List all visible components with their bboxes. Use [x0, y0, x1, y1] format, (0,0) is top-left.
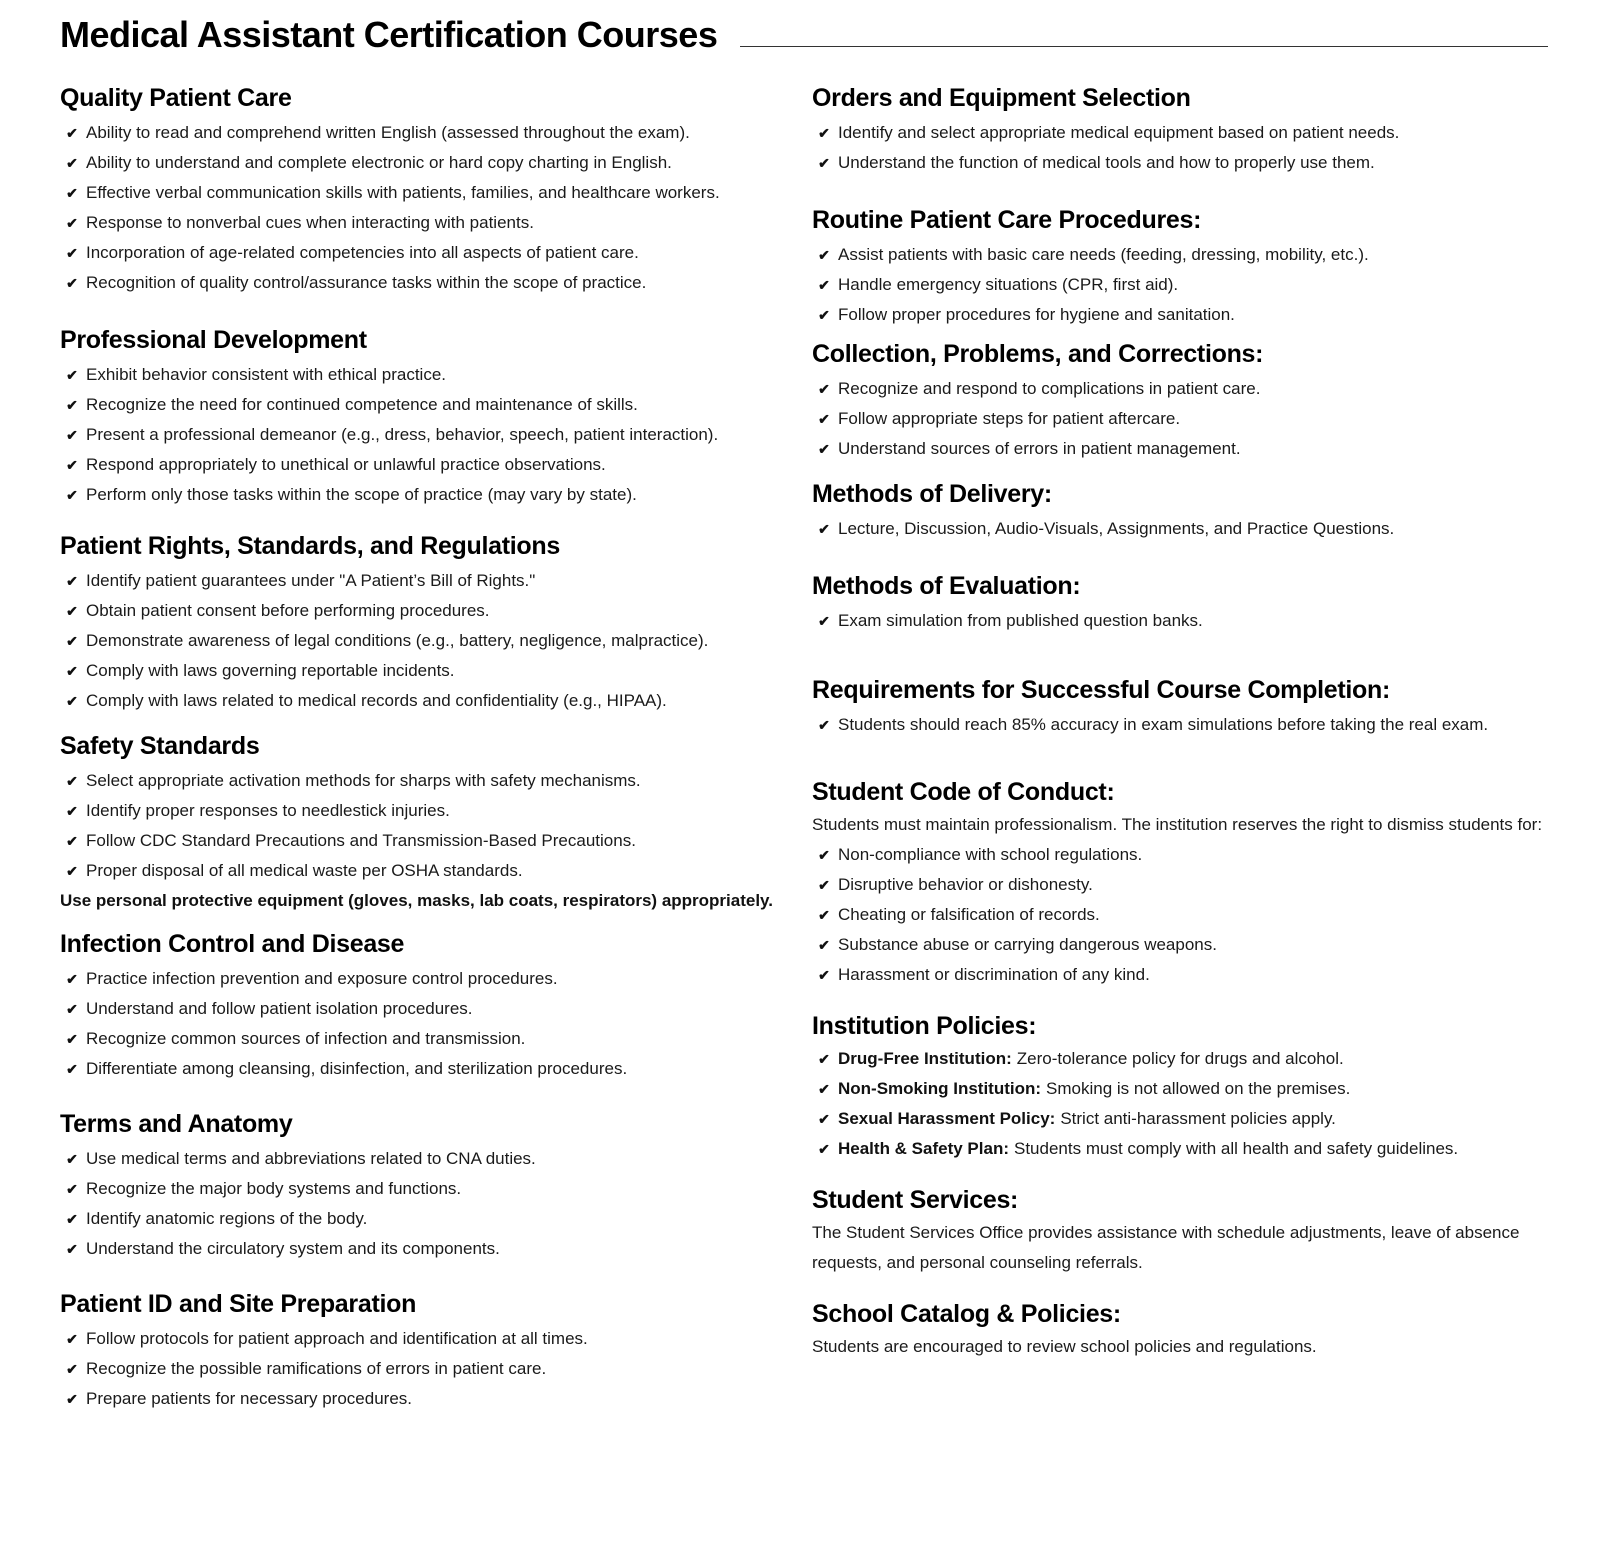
checklist-item	[60, 1204, 780, 1234]
item-text: Recognize the possible ramifications of errors in patient care.	[86, 1359, 547, 1378]
policy-list	[812, 1044, 1572, 1164]
policy-item-non-smoking	[812, 1074, 1572, 1104]
checklist-item	[60, 994, 780, 1024]
item-text: Practice infection prevention and exposure control procedures.	[86, 969, 558, 988]
checklist	[812, 118, 1572, 178]
check-icon: ✔	[66, 397, 78, 413]
section-heading: Routine Patient Care Procedures:	[812, 206, 1202, 234]
section-heading: Terms and Anatomy	[60, 1110, 293, 1138]
section-infection-control	[60, 924, 780, 1084]
item-text: Recognize and respond to complications in patient care.	[838, 379, 1261, 398]
checklist-item	[812, 930, 1572, 960]
checklist-item	[60, 1324, 780, 1354]
item-text: Follow protocols for patient approach and identification at all times.	[86, 1329, 588, 1348]
ppe-note: Use personal protective equipment (gloves, masks, lab coats, respirators) appropriately.	[60, 891, 773, 910]
item-text: Understand and follow patient isolation procedures.	[86, 999, 473, 1018]
check-icon: ✔	[66, 275, 78, 291]
page-title: Medical Assistant Certification Courses	[60, 14, 718, 55]
checklist-item	[812, 514, 1572, 544]
check-icon: ✔	[66, 245, 78, 261]
item-text: Ability to read and comprehend written English (assessed throughout the exam).	[86, 123, 690, 142]
check-icon: ✔	[818, 307, 830, 323]
check-icon: ✔	[66, 633, 78, 649]
section-heading: Collection, Problems, and Corrections:	[812, 340, 1264, 368]
item-text: Select appropriate activation methods for sharps with safety mechanisms.	[86, 771, 641, 790]
check-icon: ✔	[818, 247, 830, 263]
check-icon: ✔	[818, 1111, 830, 1127]
checklist	[812, 606, 1572, 636]
item-text: Recognize the major body systems and functions.	[86, 1179, 462, 1198]
section-institution-policies	[812, 1008, 1572, 1164]
item-text: Substance abuse or carrying dangerous weapons.	[838, 935, 1217, 954]
check-icon: ✔	[66, 773, 78, 789]
check-icon: ✔	[66, 125, 78, 141]
checklist-item	[60, 796, 780, 826]
item-text: Follow CDC Standard Precautions and Transmission-Based Precautions.	[86, 831, 636, 850]
section-heading: School Catalog & Policies:	[812, 1300, 1121, 1328]
item-text: Ability to understand and complete electronic or hard copy charting in English.	[86, 153, 672, 172]
section-heading: Institution Policies:	[812, 1012, 1037, 1040]
checklist-item	[812, 870, 1572, 900]
checklist-item	[812, 710, 1572, 740]
check-icon: ✔	[818, 381, 830, 397]
check-icon: ✔	[66, 1331, 78, 1347]
checklist-item	[812, 300, 1572, 330]
checklist-item	[60, 118, 780, 148]
item-text: Cheating or falsification of records.	[838, 905, 1100, 924]
checklist-item	[60, 856, 780, 886]
checklist-item	[60, 208, 780, 238]
check-icon: ✔	[66, 803, 78, 819]
checklist-item	[812, 434, 1572, 464]
item-text: Non-compliance with school regulations.	[838, 845, 1143, 864]
section-orders-equipment	[812, 78, 1572, 178]
section-heading: Quality Patient Care	[60, 84, 292, 112]
checklist-item	[60, 178, 780, 208]
item-text: Use medical terms and abbreviations related to CNA duties.	[86, 1149, 536, 1168]
checklist-item	[60, 596, 780, 626]
section-heading: Student Services:	[812, 1186, 1019, 1214]
section-patient-rights	[60, 526, 780, 716]
item-text: Identify proper responses to needlestick injuries.	[86, 801, 450, 820]
checklist-item	[60, 148, 780, 178]
checklist-item	[60, 964, 780, 994]
check-icon: ✔	[818, 967, 830, 983]
check-icon: ✔	[818, 441, 830, 457]
checklist-item	[60, 390, 780, 420]
item-text: Students should reach 85% accuracy in exam simulations before taking the real exam.	[838, 715, 1489, 734]
checklist-item	[812, 374, 1572, 404]
checklist-item	[60, 1354, 780, 1384]
checklist-item	[60, 1054, 780, 1084]
checklist-item	[812, 240, 1572, 270]
item-text: Understand sources of errors in patient management.	[838, 439, 1241, 458]
check-icon: ✔	[66, 367, 78, 383]
policy-item-harassment	[812, 1104, 1572, 1134]
policy-text: Strict anti-harassment policies apply.	[1060, 1109, 1336, 1128]
check-icon: ✔	[818, 1141, 830, 1157]
check-icon: ✔	[818, 1081, 830, 1097]
item-text: Handle emergency situations (CPR, first aid).	[838, 275, 1179, 294]
checklist-item	[60, 826, 780, 856]
check-icon: ✔	[66, 1001, 78, 1017]
item-text: Lecture, Discussion, Audio-Visuals, Assignments, and Practice Questions.	[838, 519, 1395, 538]
item-text: Exam simulation from published question banks.	[838, 611, 1203, 630]
section-student-services	[812, 1182, 1572, 1278]
check-icon: ✔	[818, 907, 830, 923]
item-text: Comply with laws governing reportable incidents.	[86, 661, 455, 680]
item-text: Identify patient guarantees under "A Patient’s Bill of Rights."	[86, 571, 536, 590]
item-text: Identify anatomic regions of the body.	[86, 1209, 368, 1228]
item-text: Differentiate among cleansing, disinfection, and sterilization procedures.	[86, 1059, 628, 1078]
section-professional-development	[60, 320, 780, 510]
checklist-item	[60, 360, 780, 390]
checklist	[812, 240, 1572, 330]
checklist	[812, 374, 1572, 464]
section-collection-problems	[812, 334, 1572, 464]
item-text: Follow proper procedures for hygiene and sanitation.	[838, 305, 1235, 324]
checklist	[60, 1144, 780, 1264]
checklist-item	[812, 840, 1572, 870]
policy-label: Non-Smoking Institution:	[838, 1079, 1042, 1098]
item-text: Respond appropriately to unethical or unlawful practice observations.	[86, 455, 606, 474]
check-icon: ✔	[66, 1061, 78, 1077]
check-icon: ✔	[66, 693, 78, 709]
item-text: Assist patients with basic care needs (feeding, dressing, mobility, etc.).	[838, 245, 1369, 264]
check-icon: ✔	[66, 1181, 78, 1197]
checklist-item	[60, 420, 780, 450]
check-icon: ✔	[66, 1031, 78, 1047]
check-icon: ✔	[818, 411, 830, 427]
item-text: Recognize common sources of infection and transmission.	[86, 1029, 526, 1048]
section-safety-standards	[60, 726, 780, 916]
item-text: Present a professional demeanor (e.g., dress, behavior, speech, patient interaction).	[86, 425, 719, 444]
check-icon: ✔	[66, 603, 78, 619]
check-icon: ✔	[818, 717, 830, 733]
section-methods-delivery	[812, 474, 1572, 544]
item-text: Comply with laws related to medical records and confidentiality (e.g., HIPAA).	[86, 691, 667, 710]
checklist-item	[812, 118, 1572, 148]
section-quality-patient-care	[60, 78, 780, 298]
left-column	[60, 78, 780, 1414]
check-icon: ✔	[66, 663, 78, 679]
checklist	[60, 964, 780, 1084]
check-icon: ✔	[818, 847, 830, 863]
check-icon: ✔	[818, 1051, 830, 1067]
checklist-item	[60, 566, 780, 596]
checklist	[812, 840, 1572, 990]
section-heading: Student Code of Conduct:	[812, 778, 1115, 806]
checklist	[60, 566, 780, 716]
check-icon: ✔	[66, 427, 78, 443]
section-code-of-conduct	[812, 774, 1572, 990]
section-heading: Methods of Delivery:	[812, 480, 1052, 508]
title-divider	[740, 46, 1548, 47]
section-patient-id	[60, 1284, 780, 1414]
policy-item-drug-free	[812, 1044, 1572, 1074]
section-heading: Requirements for Successful Course Completion:	[812, 676, 1390, 704]
check-icon: ✔	[66, 215, 78, 231]
checklist	[60, 360, 780, 510]
check-icon: ✔	[818, 277, 830, 293]
section-requirements	[812, 670, 1572, 740]
checklist-item	[812, 270, 1572, 300]
check-icon: ✔	[818, 877, 830, 893]
checklist	[60, 766, 780, 886]
item-text: Proper disposal of all medical waste per OSHA standards.	[86, 861, 523, 880]
check-icon: ✔	[818, 937, 830, 953]
checklist-item	[812, 960, 1572, 990]
section-heading: Patient ID and Site Preparation	[60, 1290, 417, 1318]
item-text: Effective verbal communication skills with patients, families, and healthcare workers.	[86, 183, 720, 202]
checklist-item	[60, 1384, 780, 1414]
item-text: Response to nonverbal cues when interacting with patients.	[86, 213, 534, 232]
checklist-item	[60, 1024, 780, 1054]
item-text: Demonstrate awareness of legal conditions (e.g., battery, negligence, malpractice).	[86, 631, 709, 650]
checklist	[60, 118, 780, 298]
checklist-item	[60, 626, 780, 656]
right-column	[812, 78, 1572, 1362]
check-icon: ✔	[66, 863, 78, 879]
checklist	[812, 514, 1572, 544]
check-icon: ✔	[818, 613, 830, 629]
checklist-item	[812, 900, 1572, 930]
checklist-item	[60, 656, 780, 686]
check-icon: ✔	[66, 1241, 78, 1257]
section-heading: Orders and Equipment Selection	[812, 84, 1191, 112]
check-icon: ✔	[66, 185, 78, 201]
checklist-item	[60, 268, 780, 298]
checklist-item	[60, 1174, 780, 1204]
section-heading: Patient Rights, Standards, and Regulations	[60, 532, 560, 560]
section-school-catalog	[812, 1296, 1572, 1362]
check-icon: ✔	[66, 573, 78, 589]
checklist-item	[60, 238, 780, 268]
section-methods-evaluation	[812, 566, 1572, 636]
checklist-item	[812, 148, 1572, 178]
school-catalog-text: Students are encouraged to review school policies and regulations.	[812, 1337, 1317, 1356]
item-text: Exhibit behavior consistent with ethical practice.	[86, 365, 447, 384]
section-terms-anatomy	[60, 1104, 780, 1264]
item-text: Disruptive behavior or dishonesty.	[838, 875, 1093, 894]
checklist	[60, 1324, 780, 1414]
item-text: Understand the circulatory system and its components.	[86, 1239, 500, 1258]
check-icon: ✔	[66, 487, 78, 503]
conduct-intro: Students must maintain professionalism. The institution reserves the right to dismiss students for:	[812, 815, 1543, 834]
student-services-text: The Student Services Office provides assistance with schedule adjustments, leave of absence requests, and personal counseling referrals.	[812, 1223, 1520, 1272]
checklist-item	[60, 1144, 780, 1174]
policy-item-health-safety	[812, 1134, 1572, 1164]
check-icon: ✔	[66, 1391, 78, 1407]
section-routine-care	[812, 200, 1572, 330]
item-text: Understand the function of medical tools and how to properly use them.	[838, 153, 1375, 172]
checklist-item	[812, 606, 1572, 636]
check-icon: ✔	[66, 971, 78, 987]
checklist-item	[60, 450, 780, 480]
check-icon: ✔	[66, 457, 78, 473]
item-text: Follow appropriate steps for patient aftercare.	[838, 409, 1181, 428]
item-text: Obtain patient consent before performing procedures.	[86, 601, 490, 620]
item-text: Recognize the need for continued competence and maintenance of skills.	[86, 395, 638, 414]
item-text: Perform only those tasks within the scope of practice (may vary by state).	[86, 485, 637, 504]
checklist	[812, 710, 1572, 740]
policy-label: Drug-Free Institution:	[838, 1049, 1012, 1068]
check-icon: ✔	[66, 1211, 78, 1227]
policy-text: Zero-tolerance policy for drugs and alcohol.	[1016, 1049, 1344, 1068]
checklist-item	[812, 404, 1572, 434]
item-text: Harassment or discrimination of any kind.	[838, 965, 1150, 984]
section-heading: Methods of Evaluation:	[812, 572, 1081, 600]
checklist-item	[60, 1234, 780, 1264]
check-icon: ✔	[818, 125, 830, 141]
item-text: Recognition of quality control/assurance tasks within the scope of practice.	[86, 273, 647, 292]
policy-text: Students must comply with all health and safety guidelines.	[1014, 1139, 1459, 1158]
check-icon: ✔	[66, 833, 78, 849]
item-text: Identify and select appropriate medical equipment based on patient needs.	[838, 123, 1400, 142]
checklist-item	[60, 766, 780, 796]
policy-label: Sexual Harassment Policy:	[838, 1109, 1056, 1128]
checklist-item	[60, 686, 780, 716]
item-text: Incorporation of age-related competencies into all aspects of patient care.	[86, 243, 639, 262]
check-icon: ✔	[66, 1151, 78, 1167]
check-icon: ✔	[818, 521, 830, 537]
check-icon: ✔	[66, 1361, 78, 1377]
section-heading: Infection Control and Disease	[60, 930, 405, 958]
section-heading: Professional Development	[60, 326, 367, 354]
check-icon: ✔	[818, 155, 830, 171]
item-text: Prepare patients for necessary procedures.	[86, 1389, 413, 1408]
policy-label: Health & Safety Plan:	[838, 1139, 1009, 1158]
policy-text: Smoking is not allowed on the premises.	[1046, 1079, 1351, 1098]
checklist-item	[60, 480, 780, 510]
section-heading: Safety Standards	[60, 732, 260, 760]
check-icon: ✔	[66, 155, 78, 171]
